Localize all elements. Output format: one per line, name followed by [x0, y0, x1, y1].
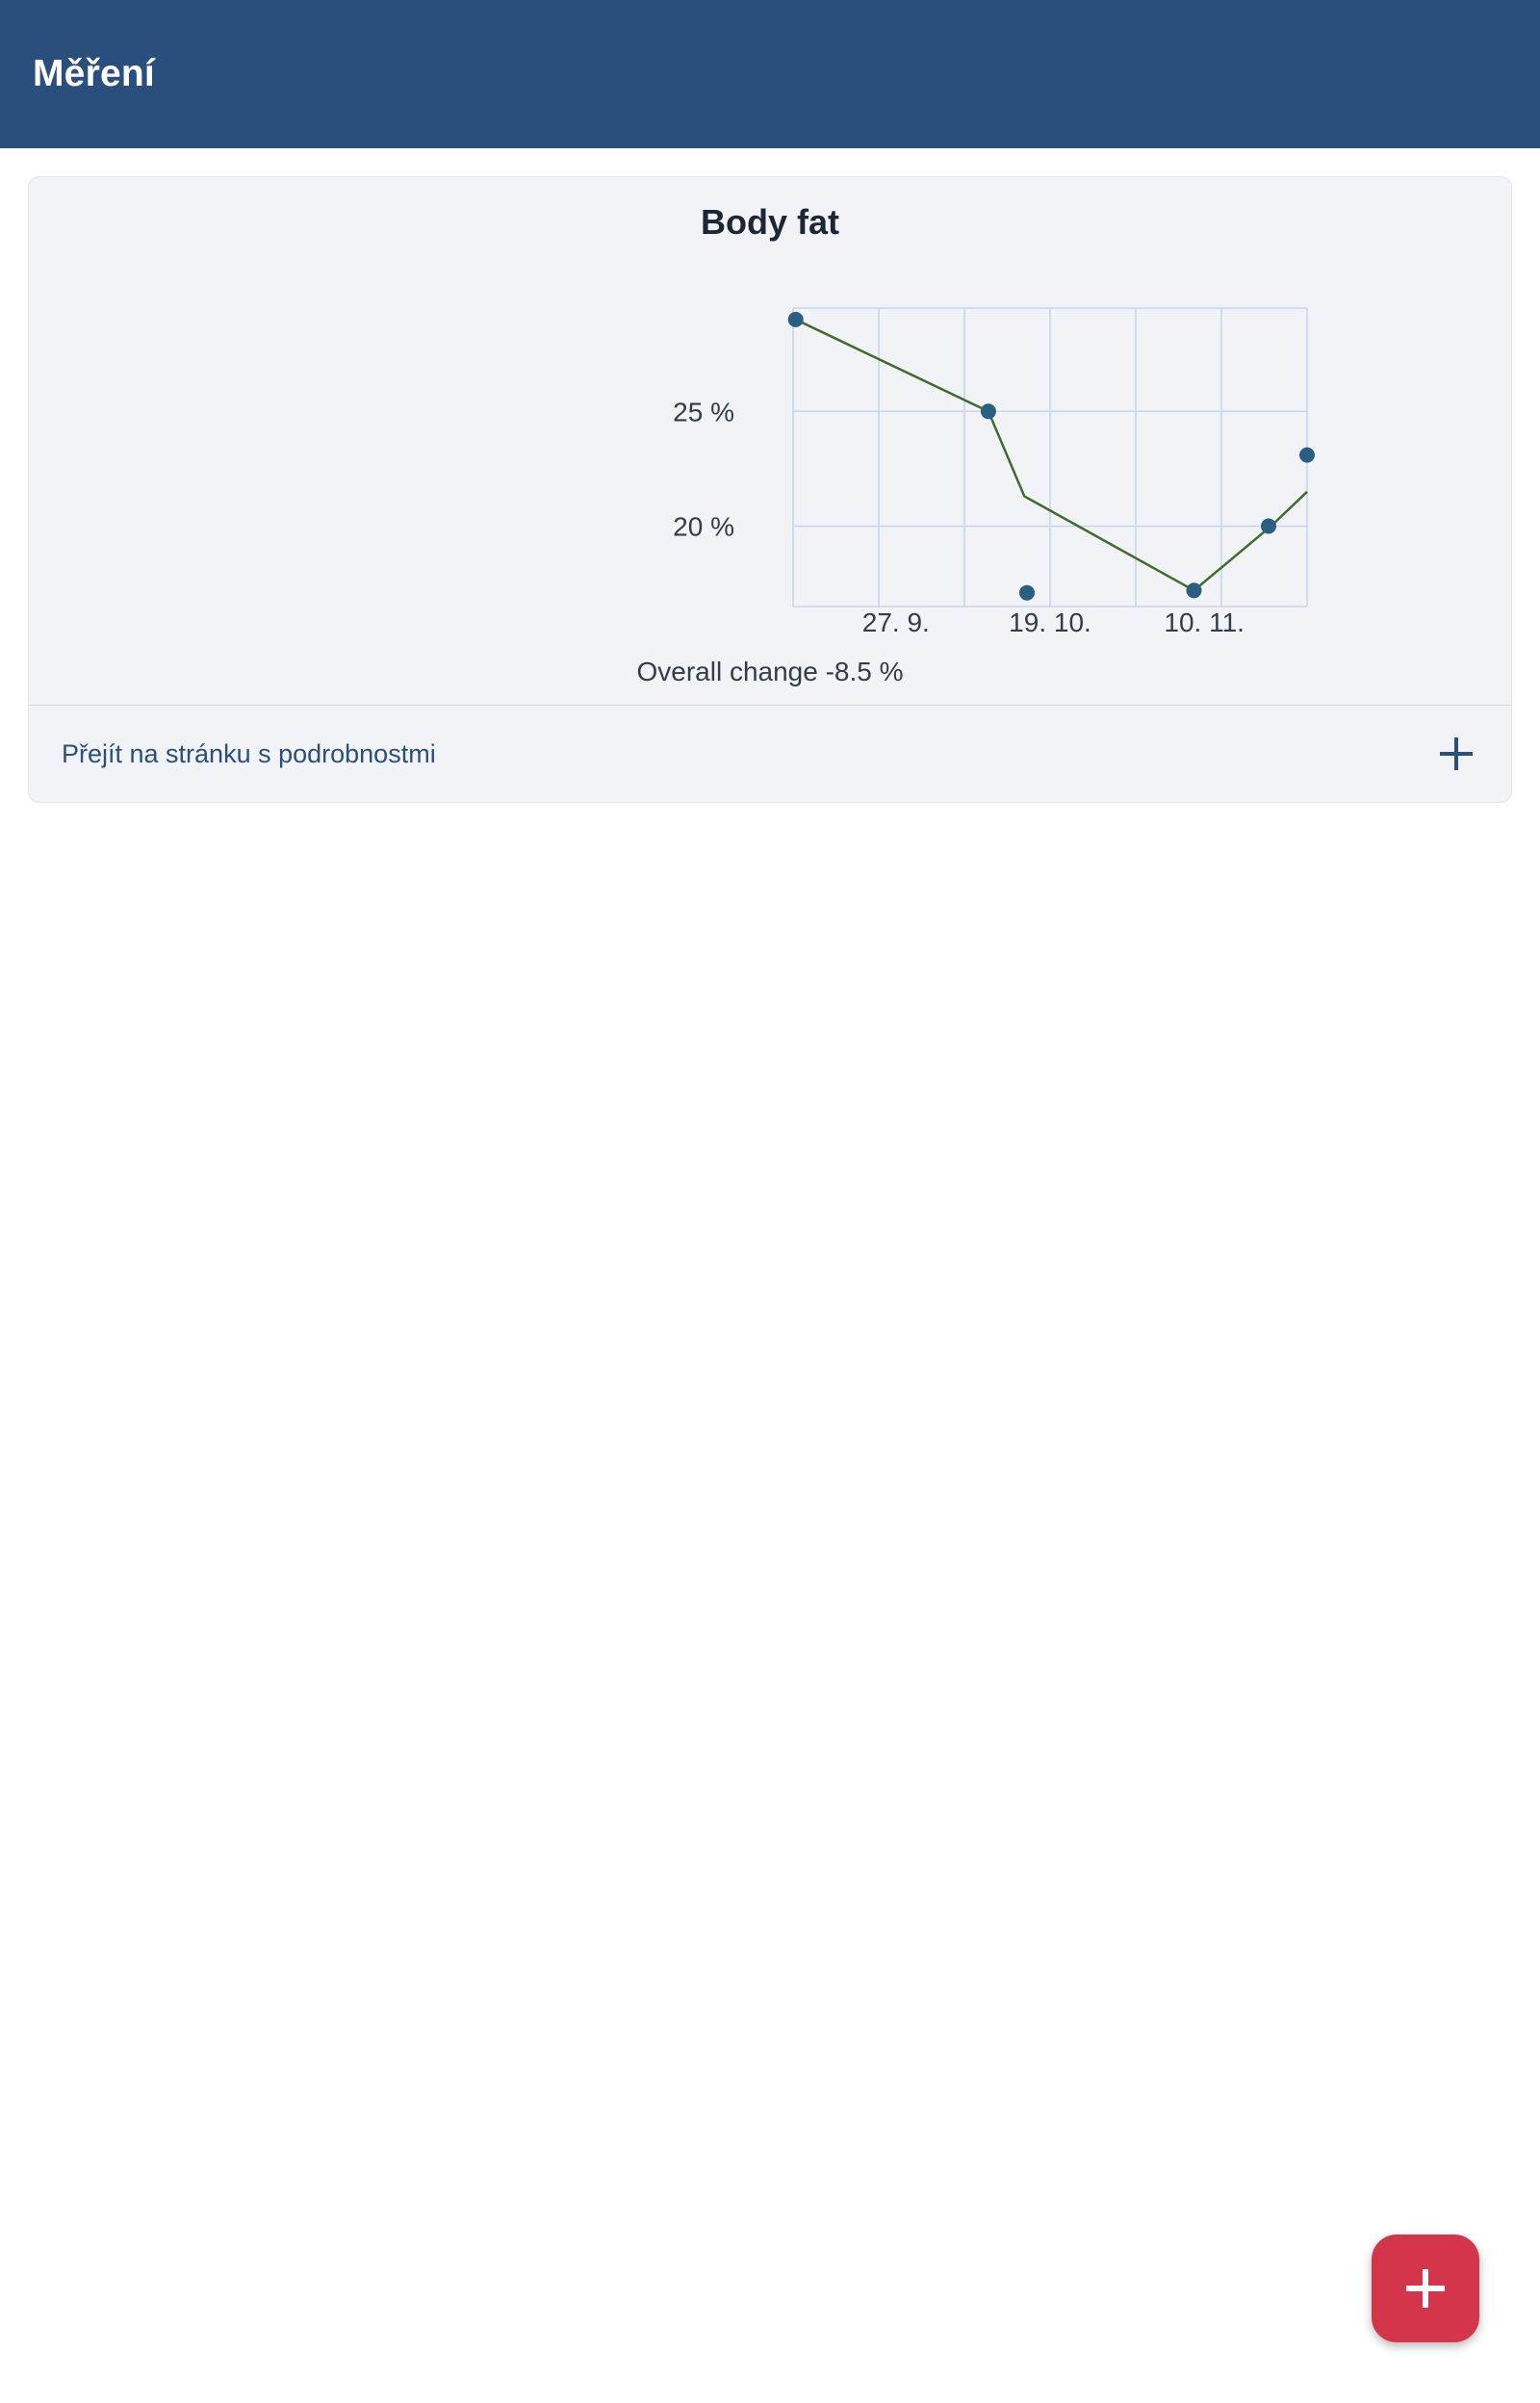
body-fat-line-chart — [221, 250, 1319, 635]
card-body — [29, 177, 1511, 705]
detail-page-link[interactable]: Přejít na stránku s podrobnostmi — [62, 738, 436, 768]
page-title: Měření — [33, 53, 155, 94]
data-point[interactable] — [1299, 448, 1315, 463]
data-point[interactable] — [788, 312, 804, 327]
y-tick-label: 20 % — [673, 511, 734, 542]
x-tick-label: 27. 9. — [861, 607, 930, 635]
x-tick-label: 10. 11. — [1164, 607, 1245, 635]
series-line-body-fat — [796, 320, 1307, 590]
measurement-card[interactable] — [28, 176, 1512, 803]
overall-change-label: Overall change -8.5 % — [636, 657, 904, 686]
app-bar — [0, 0, 1540, 148]
card-footer — [29, 706, 1511, 802]
x-tick-label: 19. 10. — [1009, 607, 1091, 635]
chart-area — [29, 250, 1511, 635]
add-measurement-fab[interactable] — [1372, 2235, 1479, 2342]
plus-icon[interactable] — [1434, 732, 1478, 776]
data-point[interactable] — [1261, 519, 1276, 534]
data-point[interactable] — [1019, 585, 1035, 601]
data-point[interactable] — [981, 403, 996, 419]
plus-icon — [1400, 2263, 1450, 2313]
data-point[interactable] — [1187, 582, 1202, 598]
y-tick-label: 25 % — [673, 397, 734, 427]
chart-title: Body fat — [701, 202, 839, 242]
